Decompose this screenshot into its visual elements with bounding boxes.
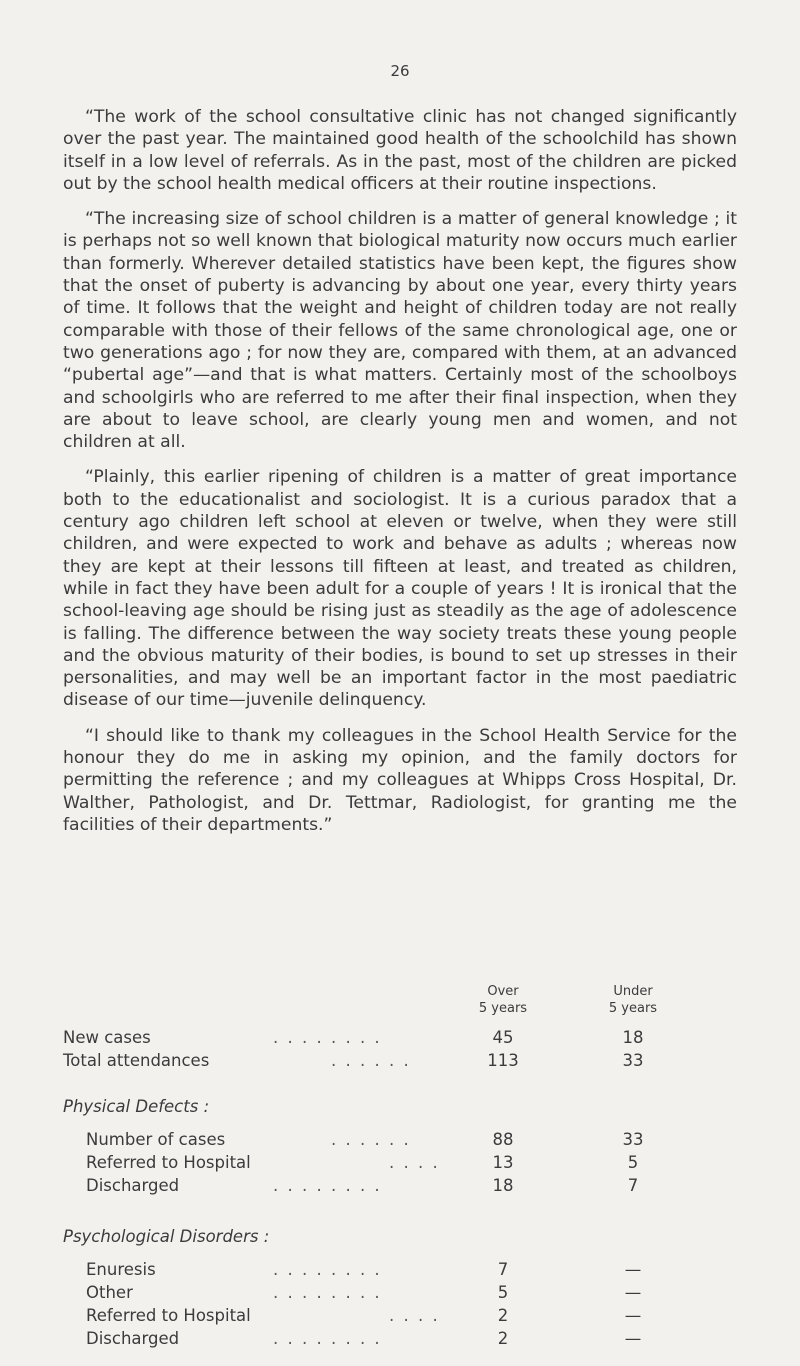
table-row — [63, 1152, 743, 1174]
table-row — [63, 1282, 743, 1304]
leader-dots: . . . . . . . . — [273, 1283, 382, 1302]
table-row — [63, 1050, 743, 1072]
paragraph-2: “The increasing size of school children is a matter of general knowledge ; it is perhaps not so well known that biological maturity now occurs much earlier than formerly. Wherever detailed statistics have been kept, the figures show that the onset of puberty is advancing by about one year, every thirty years of time. It follows that the weight and height of children today are not really comparable with those of their fellows of the same chronological age, one or two generations ago ; for now they are, compared with them, at an advanced “pubertal age”—and that is what matters. Certainly most of the schoolboys and schoolgirls who are referred to me after their final inspection, when they are about to leave school, are clearly young men and women, and not children at all. — [63, 209, 737, 453]
column-header-under: Under 5 years — [608, 984, 658, 1016]
section-heading-physical: Physical Defects : — [63, 1097, 210, 1116]
table-row — [63, 1259, 743, 1281]
leader-dots: . . . . . . . . — [273, 1176, 382, 1195]
leader-dots: . . . . . . — [331, 1130, 411, 1149]
value-under: 5 — [627, 1153, 639, 1172]
value-under: — — [624, 1283, 642, 1302]
value-under: 33 — [622, 1130, 644, 1149]
page-number: 26 — [390, 62, 410, 80]
leader-dots: . . . . . . . . — [273, 1260, 382, 1279]
paragraph-1: “The work of the school consultative clinic has not changed significantly over the past year. The maintained good health of the schoolchild has shown itself in a low level of referrals. As in the past, most of the children are picked out by the school health medical officers at their routine inspections. — [63, 107, 737, 194]
value-over: 2 — [497, 1306, 509, 1325]
value-under: 33 — [622, 1051, 644, 1070]
section-heading-psychological: Psychological Disorders : — [63, 1227, 270, 1246]
column-header-over: Over 5 years — [478, 984, 528, 1016]
row-label: Number of cases — [86, 1130, 226, 1149]
value-over: 13 — [492, 1153, 514, 1172]
row-label: Referred to Hospital — [86, 1306, 251, 1325]
leader-dots: . . . . . . — [331, 1051, 411, 1070]
table-row — [63, 1328, 743, 1350]
table-row — [63, 1027, 743, 1049]
value-over: 113 — [487, 1051, 519, 1070]
table-row — [63, 1129, 743, 1151]
value-over: 5 — [497, 1283, 509, 1302]
leader-dots: . . . . — [389, 1153, 440, 1172]
value-under: 7 — [627, 1176, 639, 1195]
value-over: 2 — [497, 1329, 509, 1348]
leader-dots: . . . . — [389, 1306, 440, 1325]
value-under: — — [624, 1329, 642, 1348]
row-label: Total attendances — [63, 1051, 210, 1070]
value-under: — — [624, 1306, 642, 1325]
row-label: Other — [86, 1283, 133, 1302]
row-label: Enuresis — [86, 1260, 156, 1279]
row-label: Discharged — [86, 1329, 180, 1348]
value-over: 18 — [492, 1176, 514, 1195]
paragraph-3: “Plainly, this earlier ripening of children is a matter of great importance both to the educationalist and sociologist. It is a curious paradox that a century ago children left school at eleven or twelve, when they were still children, and were expected to work and behave as adults ; whereas now they are kept at their lessons till fifteen at least, and treated as children, while in fact they have been adult for a couple of years ! It is ironical that the school-leaving age should be rising just as steadily as the age of adolescence is falling. The difference between the way society treats these young people and the obvious maturity of their bodies, is bound to set up stresses in their personalities, and may well be an important factor in the most paediatric disease of our time—juvenile delinquency. — [63, 467, 737, 711]
row-label: New cases — [63, 1028, 151, 1047]
table-row — [63, 1305, 743, 1327]
row-label: Referred to Hospital — [86, 1153, 251, 1172]
value-over: 45 — [492, 1028, 514, 1047]
paragraph-4: “I should like to thank my colleagues in the School Health Service for the honour they do me in asking my opinion, and the family doctors for permitting the reference ; and my colleagues at Whipps Cross Hospital, Dr. Walther, Pathologist, and Dr. Tettmar, Radiologist, for granting me the facilities of their departments.” — [63, 725, 737, 835]
table-row — [63, 1175, 743, 1197]
value-under: 18 — [622, 1028, 644, 1047]
value-over: 88 — [492, 1130, 514, 1149]
body-text — [63, 106, 737, 849]
value-under: — — [624, 1260, 642, 1279]
leader-dots: . . . . . . . . — [273, 1028, 382, 1047]
leader-dots: . . . . . . . . — [273, 1329, 382, 1348]
value-over: 7 — [497, 1260, 509, 1279]
row-label: Discharged — [86, 1176, 180, 1195]
